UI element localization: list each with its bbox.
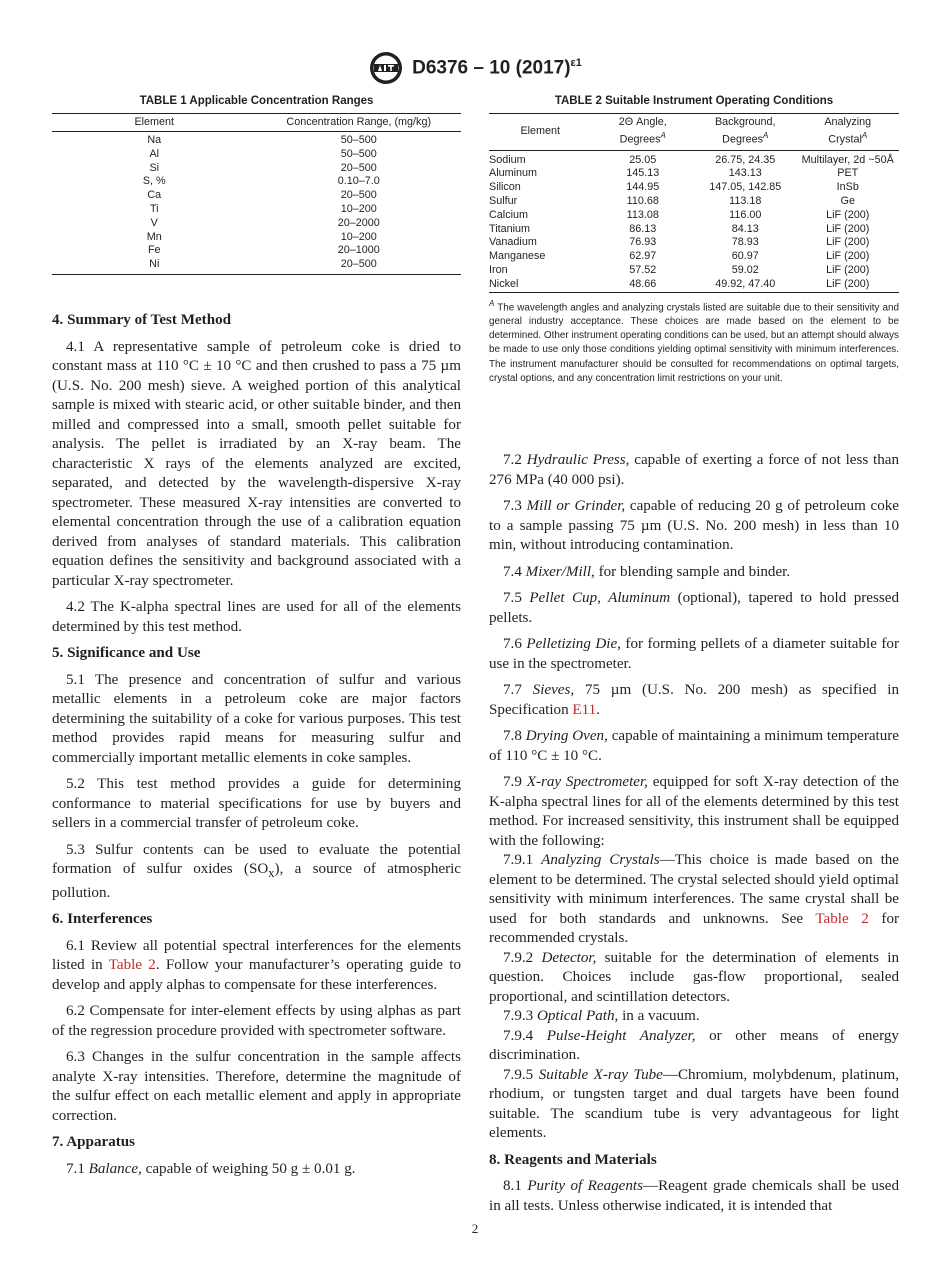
table-2-footnote: $^A$ The wavelength angles and analyzing crystals listed are suitable due to their sensitivity and general industry acceptance. These choices are made based on the element to be determined. Other instrument operating conditions can be used, but an attempt should always be made to use only those conditions yielding optimal sensitivity with minimum interferences. The instrument manufacturer should be consulted for recommendations on optimal targets, crystal options, and any concentration limit restrictions on your unit. — [489, 298, 899, 384]
element-cell: Iron — [489, 263, 508, 276]
angle-cell: 48.66 — [629, 277, 657, 290]
left-column — [52, 311, 461, 1186]
angle-cell: 145.13 — [626, 167, 660, 180]
table-row — [489, 250, 899, 264]
table-row — [489, 264, 899, 278]
element-cell: Aluminum — [489, 167, 538, 180]
table-row — [489, 278, 899, 292]
table-1 — [52, 95, 461, 275]
table-row — [52, 162, 461, 176]
section-7-heading: 7. Apparatus — [52, 1134, 136, 1151]
e11-link[interactable]: E11 — [572, 701, 597, 718]
background-cell: 49.92, 47.40 — [715, 277, 776, 290]
paragraph-7-9-1: 7.9.1 Analyzing Crystals—This choice is made based on the element to be determined. The crystal selected should yield optimal sensitivity with minimum interferences. The same crystal shall be used for both standards and unknowns. See Table 2 for recommended crystals. — [489, 852, 900, 946]
concentration-range-cell: 20–500 — [340, 258, 377, 271]
crystal-cell: PET — [837, 167, 859, 180]
paragraph-4-2: 4.2 The K-alpha spectral lines are used for all of the elements determined by this test method. — [52, 599, 461, 635]
paragraph-7-9-3: 7.9.3 Optical Path, in a vacuum. — [503, 1008, 700, 1024]
table-row — [52, 189, 461, 203]
element-cell: Calcium — [489, 208, 528, 221]
angle-cell: 144.95 — [626, 181, 660, 194]
element-cell: Vanadium — [489, 236, 537, 249]
angle-cell: 57.52 — [629, 263, 657, 276]
crystal-cell: LiF (200) — [826, 222, 870, 235]
concentration-range-cell: 0.10–7.0 — [337, 175, 380, 188]
element-cell: Sodium — [489, 153, 526, 166]
crystal-cell: LiF (200) — [826, 277, 870, 290]
element-cell: S, % — [142, 175, 166, 188]
background-cell: 84.13 — [731, 222, 759, 235]
element-cell: Al — [149, 147, 160, 160]
paragraph-7-9-5: 7.9.5 Suitable X-ray Tube—Chromium, molybdenum, platinum, rhodium, or tungsten target and dual targets have been found suitable. The scandium tube is very advantageous for light elements. — [489, 1066, 899, 1141]
paragraph-7-4: 7.4 Mixer/Mill, for blending sample and binder. — [503, 563, 791, 580]
table-2-header-element: Element — [520, 124, 561, 137]
background-cell: 60.97 — [731, 250, 759, 263]
element-cell: Titanium — [489, 222, 530, 235]
angle-cell: 110.68 — [626, 194, 659, 207]
element-cell: Manganese — [489, 250, 546, 263]
section-8-heading: 8. Reagents and Materials — [489, 1151, 657, 1168]
table-1-grid — [52, 113, 461, 275]
standard-designation: D6376 – 10 $(2017)^{\varepsilon 1}$ — [412, 56, 582, 79]
background-cell: 147.05, 142.85 — [709, 181, 782, 194]
table-row — [52, 175, 461, 189]
table-2-grid — [489, 113, 899, 293]
paragraph-7-3: 7.3 Mill or Grinder, capable of reducing 20 g of petroleum coke to a sample passing 75 µm (U.S. No. 200 mesh) in less than 10 min, without introducing contamination. — [489, 498, 899, 553]
concentration-range-cell: 20–500 — [340, 161, 377, 174]
table-2-header-crystal: Analyzing Crystal$^A$ — [824, 116, 872, 146]
table-row — [489, 195, 899, 209]
concentration-range-cell: 20–2000 — [337, 216, 380, 229]
paragraph-6-1: 6.1 Review all potential spectral interferences for the elements listed in Table 2. Follow your manufacturer’s operating guide to develop and apply alphas to compensate for these interferences. — [52, 937, 461, 993]
table-row — [52, 231, 461, 245]
paragraph-6-3: 6.3 Changes in the sulfur concentration in the sample affects analyte X-ray intensities. Therefore, determine the magnitude of the sulfur effect on each metallic element and apply in appropriate correction. — [52, 1049, 461, 1124]
page-header — [0, 50, 950, 86]
crystal-cell: LiF (200) — [826, 263, 870, 276]
table-row — [52, 148, 461, 162]
concentration-range-cell: 20–1000 — [337, 244, 380, 257]
paragraph-5-2: 5.2 This test method provides a guide for determining conformance to material specifications for use by buyers and sellers in a commercial transfer of petroleum coke. — [52, 776, 461, 831]
concentration-range-cell: 50–500 — [340, 147, 377, 160]
element-cell: Ti — [149, 202, 159, 215]
table-row — [52, 244, 461, 258]
angle-cell: 62.97 — [629, 250, 657, 263]
paragraph-7-6: 7.6 Pelletizing Die, for forming pellets of a diameter suitable for use in the spectrometer. — [489, 636, 899, 672]
element-cell: Ni — [149, 258, 160, 271]
element-cell: Nickel — [489, 277, 519, 290]
right-column — [489, 451, 899, 1223]
paragraph-5-3: 5.3 Sulfur contents can be used to evaluate the potential formation of sulfur oxides $(SO_x)$, a source of atmospheric pollution. — [52, 841, 461, 901]
element-cell: Ca — [147, 189, 162, 202]
table-2-title: TABLE 2 Suitable Instrument Operating Conditions — [554, 95, 834, 107]
concentration-range-cell: 50–500 — [340, 134, 377, 146]
table-1-body — [52, 132, 461, 275]
table-row — [489, 150, 899, 167]
element-cell: Na — [147, 134, 162, 146]
paragraph-6-2: 6.2 Compensate for inter-element effects by using alphas as part of the regression procedure provided with spectrometer software. — [52, 1003, 461, 1039]
table-row — [489, 236, 899, 250]
paragraph-7-1: 7.1 Balance, capable of weighing 50 g ± 0.01 g. — [66, 1160, 356, 1177]
table-row — [52, 217, 461, 231]
crystal-cell: LiF (200) — [826, 236, 870, 249]
element-cell: Silicon — [489, 181, 521, 194]
angle-cell: 25.05 — [629, 153, 657, 166]
crystal-cell: InSb — [836, 181, 859, 194]
background-cell: 116.00 — [729, 208, 762, 221]
paragraph-7-9-4: 7.9.4 Pulse-Height Analyzer, or other means of energy discrimination. — [489, 1027, 899, 1063]
background-cell: 59.02 — [731, 263, 759, 276]
table-row — [489, 223, 899, 237]
crystal-cell: Multilayer, 2d ~50Å — [801, 153, 894, 166]
paragraph-5-1: 5.1 The presence and concentration of sulfur and various metallic elements in a petroleum coke are major factors determining the suitability of a coke for various purposes. This test method provides rapid means for measuring sulfur and commercially important metallic elements in coke samples. — [52, 671, 461, 766]
crystal-cell: LiF (200) — [826, 208, 870, 221]
angle-cell: 113.08 — [626, 208, 659, 221]
section-4-heading: 4. Summary of Test Method — [52, 312, 232, 328]
table-row — [52, 132, 461, 148]
table-1-header-element: Element — [134, 116, 175, 128]
paragraph-4-1: 4.1 A representative sample of petroleum coke is dried to constant mass at 110 °C ± 10 °C and then crushed to pass a 75 µm (U.S. No. 200 mesh) sieve. A weighed portion of this analytical sample is mixed with stearic acid, or other suitable binder, and then milled and compressed into a small, smooth pellet suitable for analysis. The pellet is irradiated by an X-ray beam. The characteristic X rays of the elements analyzed are excited, separated, and detected by the wavelength-dispersive X-ray spectrometer. These measured X-ray intensities are converted to elemental concentration through the use of a calibration equation derived from analyses of standard materials. This calibration equation defines the sensitivity and background associated with a particular X-ray spectrometer. — [52, 338, 461, 589]
table-row — [52, 203, 461, 217]
table-2 — [489, 95, 899, 386]
background-cell: 78.93 — [731, 236, 759, 249]
table-1-header-range: Concentration Range, (mg/kg) — [286, 116, 432, 128]
astm-logo — [368, 50, 404, 86]
table-2-body — [489, 150, 899, 292]
crystal-cell: LiF (200) — [826, 250, 870, 263]
concentration-range-cell: 20–500 — [340, 189, 377, 202]
table-1-title: TABLE 1 Applicable Concentration Ranges — [139, 95, 374, 107]
section-5-heading: 5. Significance and Use — [52, 645, 201, 661]
concentration-range-cell: 10–200 — [340, 202, 377, 215]
table-2-header-angle: 2Θ Angle, Degrees$^A$ — [618, 116, 667, 146]
table-row — [489, 209, 899, 223]
background-cell: 113.18 — [729, 194, 762, 207]
paragraph-7-8: 7.8 Drying Oven, capable of maintaining a minimum temperature of 110 °C ± 10 °C. — [489, 728, 900, 764]
element-cell: Sulfur — [489, 194, 518, 207]
paragraph-7-2: 7.2 Hydraulic Press, capable of exerting a force of not less than 276 MPa (40 000 psi). — [489, 452, 900, 488]
angle-cell: 76.93 — [629, 236, 657, 249]
background-cell: 26.75, 24.35 — [715, 153, 776, 166]
concentration-range-cell: 10–200 — [340, 230, 377, 243]
paragraph-7-9-2: 7.9.2 Detector, suitable for the determination of elements in question. Choices include gas-flow proportional, sealed proportional, and scintillation detectors. — [489, 949, 899, 1005]
table-row — [489, 181, 899, 195]
paragraph-7-9: 7.9 X-ray Spectrometer, equipped for soft X-ray detection of the K-alpha spectral lines for all of the elements determined by this test method. For increased sensitivity, this instrument shall be equipped with the following: — [489, 774, 899, 849]
table-2-header-background: Background, Degrees$^A$ — [714, 116, 776, 146]
angle-cell: 86.13 — [629, 222, 657, 235]
element-cell: Si — [149, 161, 160, 174]
element-cell: V — [150, 216, 158, 229]
crystal-cell: Ge — [840, 194, 855, 207]
table-2-link[interactable]: Table 2 — [108, 957, 156, 974]
paragraph-7-7: 7.7 Sieves, 75 µm (U.S. No. 200 mesh) as specified in Specification E11. — [489, 682, 899, 718]
background-cell: 143.13 — [728, 167, 762, 180]
table-row — [489, 167, 899, 181]
element-cell: Mn — [146, 230, 162, 243]
paragraph-7-5: 7.5 Pellet Cup, Aluminum (optional), tapered to hold pressed pellets. — [489, 590, 899, 626]
table-row — [52, 258, 461, 274]
page-number: 2 — [471, 1221, 479, 1236]
section-6-heading: 6. Interferences — [52, 911, 153, 928]
element-cell: Fe — [147, 244, 161, 257]
paragraph-8-1: 8.1 Purity of Reagents—Reagent grade chemicals shall be used in all tests. Unless otherwise indicated, it is intended that — [489, 1178, 900, 1214]
table-2-link[interactable]: Table 2 — [815, 910, 869, 927]
